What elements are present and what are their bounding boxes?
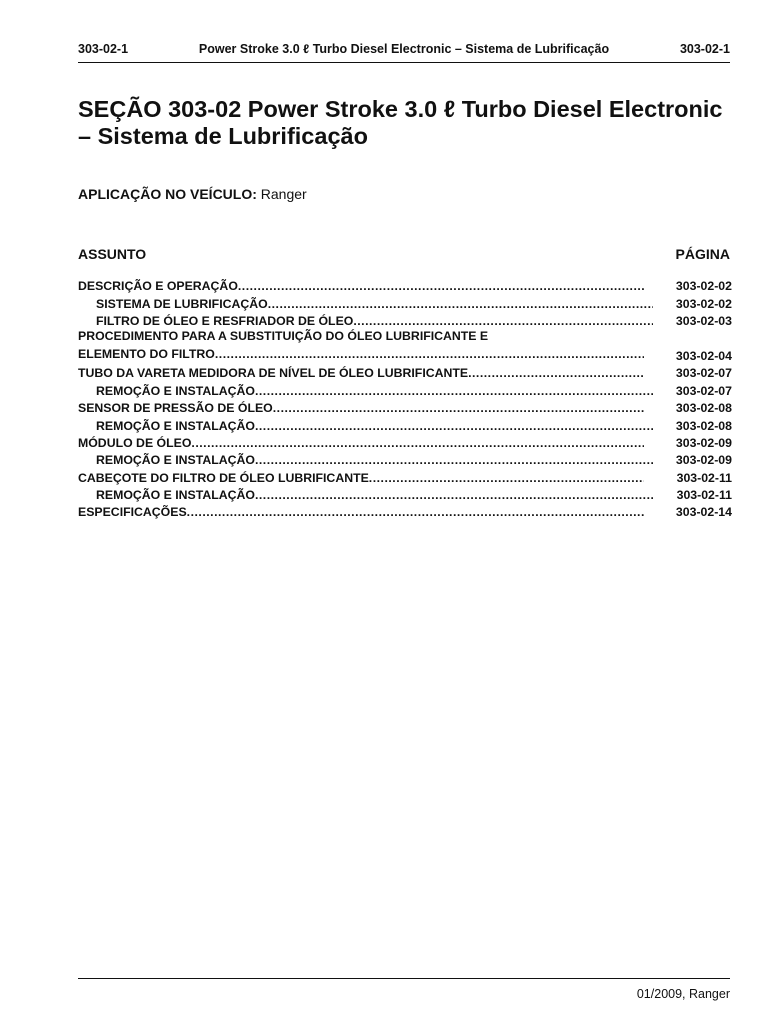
page-column-header: PÁGINA [675,246,730,262]
toc-entry-title: FILTRO DE ÓLEO E RESFRIADOR DE ÓLEO [96,314,354,329]
vehicle-application [78,186,307,202]
toc-entry-page: 303-02-11 [676,488,732,503]
dot-leader [191,436,644,450]
toc-entry[interactable] [78,311,732,328]
header-section-right: 303-02-1 [679,42,730,56]
toc-entry-title: REMOÇÃO E INSTALAÇÃO [96,418,255,433]
dot-leader [215,346,644,363]
toc-entry-title: CABEÇOTE DO FILTRO DE ÓLEO LUBRIFICANTE [78,470,369,485]
toc-entry-title: SISTEMA DE LUBRIFICAÇÃO [96,296,268,311]
dot-leader [255,384,653,398]
toc-entry-title-line1: PROCEDIMENTO PARA A SUBSTITUIÇÃO DO ÓLEO LUBRIFICANTE E [78,329,489,344]
table-of-contents [78,276,732,519]
toc-entry-page: 303-02-14 [675,505,732,520]
toc-entry-title: MÓDULO DE ÓLEO [78,435,192,450]
toc-entry-page: 303-02-02 [675,296,732,311]
toc-entry[interactable] [78,485,732,502]
application-label: APLICAÇÃO NO VEÍCULO: [78,186,257,202]
header-section-left: 303-02-1 [78,42,129,56]
header-title: Power Stroke 3.0 ℓ Turbo Diesel Electronic – Sistema de Lubrificação [198,42,610,56]
toc-entry[interactable] [78,328,732,363]
toc-entry-page: 303-02-03 [675,314,732,329]
toc-entry-title: SENSOR DE PRESSÃO DE ÓLEO [78,401,273,416]
toc-entry[interactable] [78,293,732,310]
toc-entry-page: 303-02-02 [675,279,732,294]
dot-leader [369,471,644,485]
dot-leader [268,297,654,311]
toc-entry-page: 303-02-08 [675,418,732,433]
dot-leader [255,419,653,433]
toc-entry-title: DESCRIÇÃO E OPERAÇÃO [78,279,238,294]
toc-entry[interactable] [78,415,732,432]
toc-entry-page: 303-02-11 [676,470,732,485]
dot-leader [187,505,644,519]
running-header [78,42,730,56]
toc-entry[interactable] [78,398,732,415]
header-rule [78,62,730,63]
toc-entry-page: 303-02-09 [675,435,732,450]
toc-entry-title: REMOÇÃO E INSTALAÇÃO [96,488,255,503]
dot-leader [255,453,653,467]
application-value: Ranger [260,186,307,202]
toc-entry-page: 303-02-07 [675,383,732,398]
toc-entry-page: 303-02-09 [675,453,732,468]
toc-entry-title: TUBO DA VARETA MEDIDORA DE NÍVEL DE ÓLEO LUBRIFICANTE [78,366,469,381]
toc-entry[interactable] [78,433,732,450]
dot-leader [273,401,644,415]
toc-entry[interactable] [78,467,732,484]
toc-entry-page: 303-02-07 [675,366,732,381]
toc-entry-title: ESPECIFICAÇÕES [78,505,187,520]
footer-date-model: 01/2009, Ranger [636,987,730,1001]
toc-entry-page: 303-02-08 [675,401,732,416]
toc-entry-title: ELEMENTO DO FILTRO [78,346,215,361]
dot-leader [238,279,644,293]
toc-column-headers [78,246,730,262]
toc-entry-title: REMOÇÃO E INSTALAÇÃO [96,453,255,468]
toc-entry[interactable] [78,502,732,519]
toc-entry[interactable] [78,380,732,397]
dot-leader [255,488,653,502]
toc-entry-page: 303-02-04 [675,348,732,363]
toc-entry[interactable] [78,276,732,293]
subject-column-header: ASSUNTO [78,246,147,262]
dot-leader [353,314,653,328]
toc-entry[interactable] [78,363,732,380]
toc-entry-title: REMOÇÃO E INSTALAÇÃO [96,383,255,398]
toc-entry[interactable] [78,450,732,467]
section-title: SEÇÃO 303-02 Power Stroke 3.0 ℓ Turbo Diesel Electronic – Sistema de Lubrificação [78,96,723,149]
dot-leader [468,366,644,380]
footer-rule [78,978,730,979]
